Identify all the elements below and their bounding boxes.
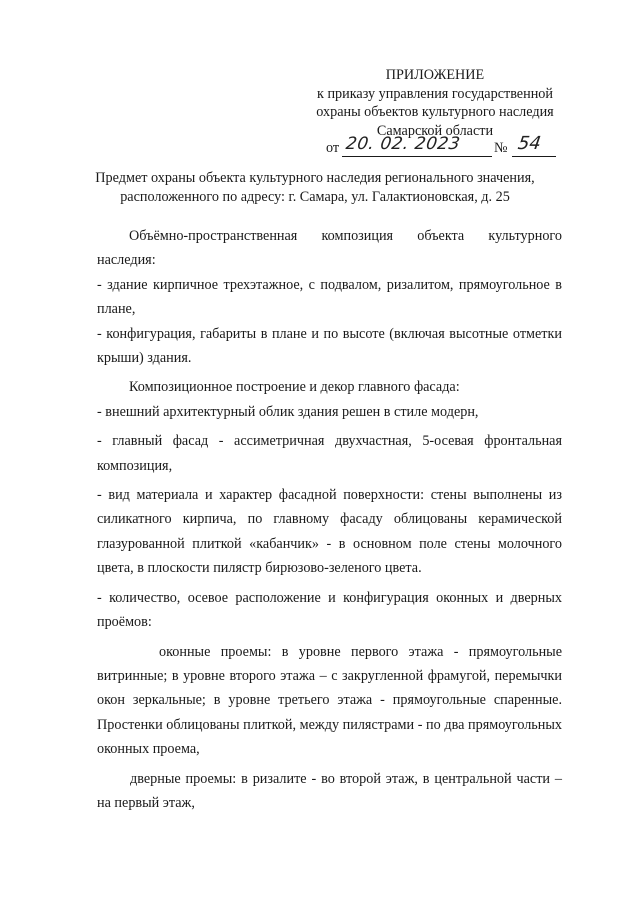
number-field bbox=[512, 133, 556, 157]
document-body bbox=[97, 224, 562, 815]
paragraph: - главный фасад - ассиметричная двухчастная, 5-осевая фронтальная композиция, bbox=[97, 433, 562, 474]
appendix-header bbox=[300, 66, 570, 140]
paragraph-doors: дверные проемы: в ризалите - во второй этаж, в центральной части – на первый этаж, bbox=[97, 770, 562, 811]
appendix-line: к приказу управления государственной bbox=[317, 85, 553, 102]
handwritten-date: 20. 02. 2023 bbox=[344, 134, 462, 154]
order-date-number bbox=[326, 133, 556, 160]
date-field bbox=[342, 134, 492, 157]
paragraph: - количество, осевое расположение и конфигурация оконных и дверных проёмов: bbox=[97, 589, 562, 631]
appendix-line: охраны объектов культурного наследия bbox=[316, 104, 554, 120]
subject-line: Предмет охраны объекта культурного наследия регионального значения, bbox=[95, 170, 535, 186]
paragraph-facade-heading: Композиционное построение и декор главного фасада: bbox=[129, 379, 460, 396]
paragraph: - внешний архитектурный облик здания решен в стиле модерн, bbox=[97, 403, 479, 420]
handwritten-number: 54 bbox=[516, 133, 543, 154]
number-prefix: № bbox=[494, 140, 508, 156]
subject-line: расположенного по адресу: г. Самара, ул. Галактионовская, д. 25 bbox=[120, 188, 510, 205]
appendix-line: Самарской области bbox=[376, 122, 494, 139]
paragraph: - здание кирпичное трехэтажное, с подвалом, ризалитом, прямоугольное в плане, bbox=[97, 276, 562, 318]
paragraph-windows: оконные проемы: в уровне первого этажа - прямоугольные витринные; в уровне второго этажа – с закругленной фрамугой, перемычки окон зеркальные; в уровне третьего этажа - прямоугольные спаренные. Простенки облицованы плиткой, между пилястрами - по два прямоугольных оконных проема, bbox=[97, 643, 562, 758]
paragraph: - вид материала и характер фасадной поверхности: стены выполнены из силикатного кирпича, по главному фасаду облицованы керамической глазурованной плиткой «кабанчик» - в основном поле стены молочного цвета, в плоскости пилястр бирюзово-зеленого цвета. bbox=[97, 487, 562, 577]
paragraph: - конфигурация, габариты в плане и по высоте (включая высотные отметки крыши) здания. bbox=[97, 325, 562, 367]
paragraph-volume-heading: Объёмно-пространственная композиция объекта культурного наследия: bbox=[97, 228, 562, 269]
date-prefix: от bbox=[326, 140, 340, 156]
subject-heading bbox=[80, 169, 550, 206]
appendix-title: ПРИЛОЖЕНИЕ bbox=[385, 67, 485, 83]
